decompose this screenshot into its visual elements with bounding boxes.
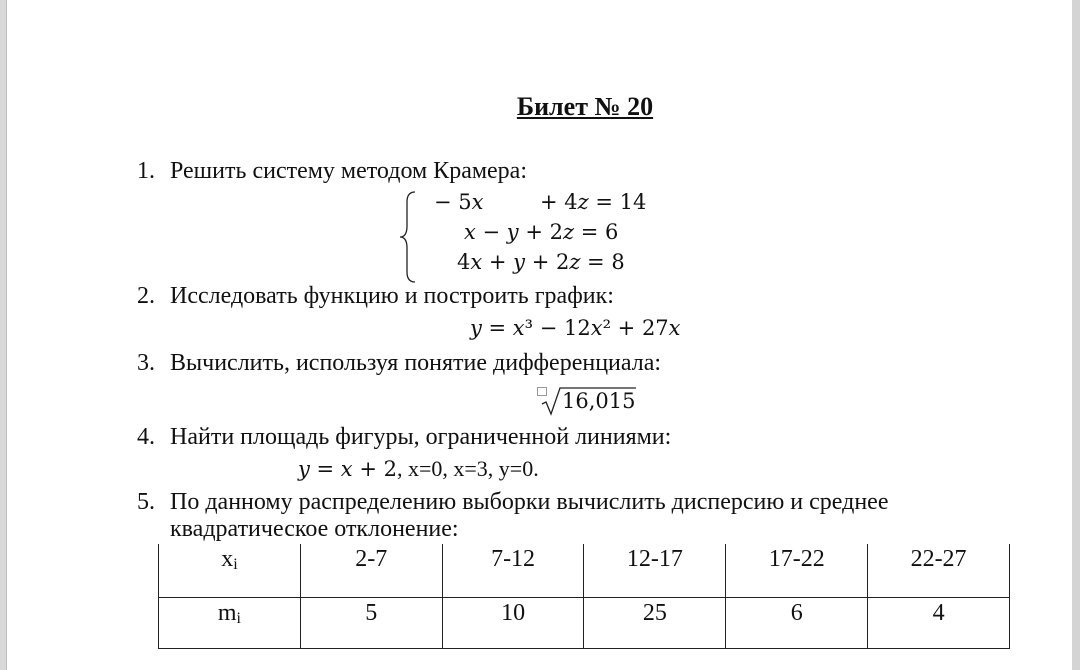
- frequency-cell: 6: [726, 598, 868, 649]
- ticket-title: Билет № 20: [516, 92, 654, 121]
- frequency-cell: 4: [868, 598, 1010, 649]
- distribution-table: [158, 544, 1010, 649]
- area-bounds: , x=0, x=3, y=0.: [396, 456, 539, 481]
- table-row: [159, 598, 1010, 649]
- root-value: 16,015: [562, 389, 636, 413]
- task-4-number: 4.: [137, 424, 155, 450]
- task-5-text-line-2: квадратическое отклонение:: [170, 516, 459, 542]
- row-header-m-subscript: i: [236, 610, 241, 627]
- function-formula: 𝑦 = 𝑥³ − 12𝑥² + 27𝑥: [470, 316, 681, 340]
- task-5-text-line-1: По данному распределению выборки вычислить дисперсию и среднее: [170, 489, 889, 515]
- task-3-number: 3.: [137, 350, 155, 376]
- equation-1-left: − 5𝑥: [434, 190, 484, 214]
- task-1-text: Решить систему методом Крамера:: [170, 158, 527, 184]
- equation-2: 𝑥 − 𝑦 + 2𝑧 = 6: [464, 220, 619, 244]
- row-header-x-label: x: [221, 546, 234, 572]
- task-2-number: 2.: [137, 283, 155, 309]
- task-4-text: Найти площадь фигуры, ограниченной линиями:: [170, 424, 672, 450]
- interval-cell: 22-27: [868, 544, 1010, 598]
- equation-3: 4𝑥 + 𝑦 + 2𝑧 = 8: [457, 250, 625, 274]
- task-2-text: Исследовать функцию и построить график:: [170, 283, 614, 309]
- task-5-number: 5.: [137, 489, 155, 515]
- row-header-m-label: m: [217, 600, 237, 626]
- row-header-x-subscript: i: [233, 556, 238, 573]
- equation-1-right: + 4𝑧 = 14: [540, 190, 647, 214]
- frequency-cell: 5: [300, 598, 442, 649]
- interval-cell: 12-17: [584, 544, 726, 598]
- interval-cell: 2-7: [300, 544, 442, 598]
- interval-cell: 17-22: [726, 544, 868, 598]
- task-1-number: 1.: [137, 158, 155, 184]
- area-line-equation: [298, 456, 539, 482]
- area-line-formula: 𝑦 = 𝑥 + 2: [298, 457, 397, 481]
- table-row: [159, 544, 1010, 598]
- row-header-x: [159, 544, 301, 598]
- task-3-text: Вычислить, используя понятие дифференциала:: [170, 350, 662, 376]
- row-header-m: [159, 598, 301, 649]
- interval-cell: 7-12: [442, 544, 584, 598]
- frequency-cell: 25: [584, 598, 726, 649]
- system-brace: [398, 190, 418, 284]
- frequency-cell: 10: [442, 598, 584, 649]
